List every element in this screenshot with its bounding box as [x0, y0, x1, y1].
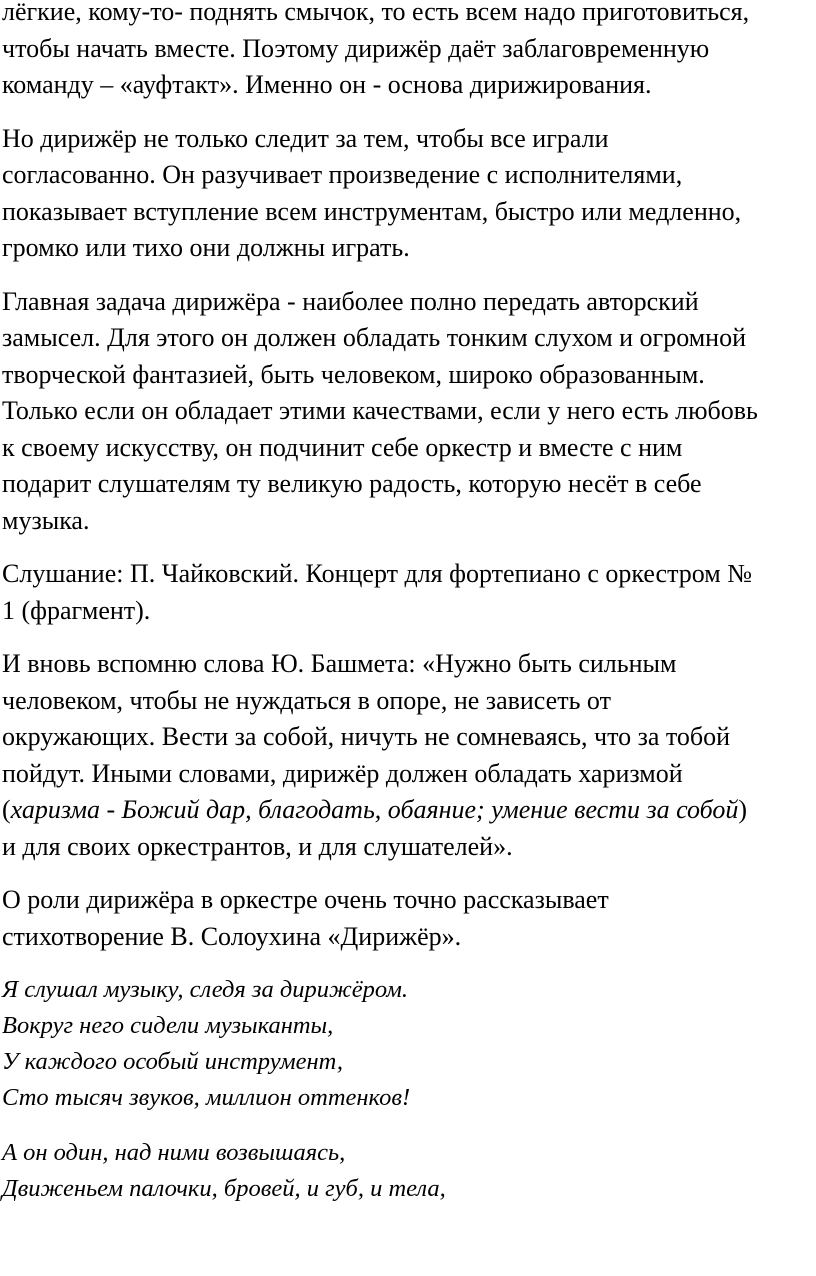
poem-line: Движеньем палочки, бровей, и губ, и тела, [2, 1175, 446, 1202]
poem-line: Я слушал музыку, следя за дирижёром. [2, 976, 408, 1003]
poem-line: Вокруг него сидели музыканты, [2, 1012, 334, 1039]
poem-line: У каждого особый инструмент, [2, 1048, 344, 1075]
paragraph-poem-intro: О роли дирижёра в оркестре очень точно рассказывает стихотворение В. Солоухина «Дирижёр». [2, 885, 609, 951]
quote-text-end: ) и для своих оркестрантов, и для слушателей». [2, 795, 748, 861]
quote-text-start: И вновь вспомню слова Ю. Башмета: «Нужно быть сильным человеком, чтобы не нуждаться в опоре, не зависеть от окружающих. Вести за собой, ничуть не сомневаясь, что за тобой пойдут. Иными словами, дирижёр должен обладать харизмой ( [2, 649, 731, 824]
poem-line: А он один, над ними возвышаясь, [2, 1139, 346, 1166]
paragraph-listening: Слушание: П. Чайковский. Концерт для фортепиано с оркестром № 1 (фрагмент). [2, 559, 753, 625]
poem-stanza-2 [2, 1135, 814, 1207]
paragraph-bashmet-quote [2, 646, 814, 865]
paragraph-conductor-role: Но дирижёр не только следит за тем, чтобы все играли согласованно. Он разучивает произведение с исполнителями, показывает вступление всем инструментам, быстро или медленно, громко или тихо они должны играть. [2, 123, 742, 262]
poem-line: Сто тысяч звуков, миллион оттенков! [2, 1084, 411, 1111]
paragraph-main-task: Главная задача дирижёра - наиболее полно передать авторский замысел. Для этого он должен обладать тонким слухом и огромной творческой фантазией, быть человеком, широко образованным. Только если он обладает этими качествами, если у него есть любовь к своему искусству, он подчинит себе оркестр и вместе с ним подарит слушателям ту великую радость, которую несёт в себе музыка. [2, 286, 758, 535]
charisma-definition: харизма - Божий дар, благодать, обаяние; умение вести за собой [10, 795, 739, 824]
poem-stanza-1 [2, 972, 814, 1116]
document-page [2, 0, 814, 1226]
paragraph-auftakt: лёгкие, кому-то- поднять смычок, то есть всем надо приготовиться, чтобы начать вместе. Поэтому дирижёр даёт заблаговременную команду – «ауфтакт». Именно он - основа дирижирования. [2, 0, 750, 99]
